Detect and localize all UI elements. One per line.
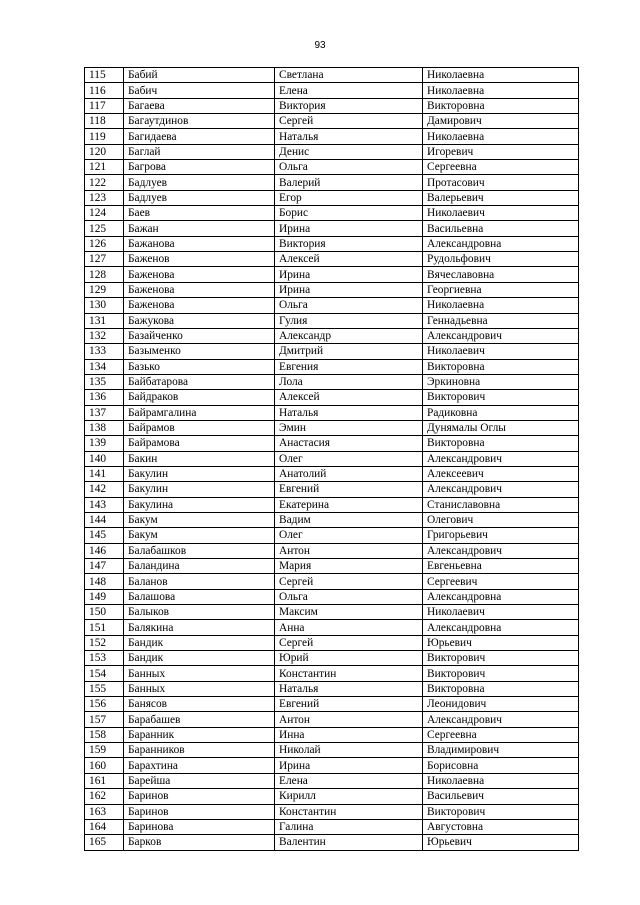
first-name-cell: Валентин bbox=[275, 835, 423, 850]
last-name-cell: Багаутдинов bbox=[124, 114, 275, 129]
row-number-cell: 131 bbox=[85, 313, 124, 328]
table-row bbox=[85, 98, 579, 113]
row-number-cell: 149 bbox=[85, 589, 124, 604]
table-row bbox=[85, 543, 579, 558]
first-name-cell: Сергей bbox=[275, 635, 423, 650]
patronymic-cell: Валерьевич bbox=[423, 190, 579, 205]
roster-table bbox=[84, 67, 579, 851]
patronymic-cell: Николаевна bbox=[423, 298, 579, 313]
table-row bbox=[85, 252, 579, 267]
first-name-cell: Виктория bbox=[275, 98, 423, 113]
first-name-cell: Дмитрий bbox=[275, 344, 423, 359]
row-number-cell: 146 bbox=[85, 543, 124, 558]
roster-table-body bbox=[85, 68, 579, 851]
row-number-cell: 145 bbox=[85, 528, 124, 543]
patronymic-cell: Васильевна bbox=[423, 221, 579, 236]
first-name-cell: Гулия bbox=[275, 313, 423, 328]
patronymic-cell: Рудольфович bbox=[423, 252, 579, 267]
first-name-cell: Константин bbox=[275, 804, 423, 819]
last-name-cell: Бандик bbox=[124, 635, 275, 650]
table-row bbox=[85, 68, 579, 83]
table-row bbox=[85, 727, 579, 742]
row-number-cell: 132 bbox=[85, 328, 124, 343]
row-number-cell: 162 bbox=[85, 789, 124, 804]
first-name-cell: Елена bbox=[275, 83, 423, 98]
patronymic-cell: Сергеевна bbox=[423, 160, 579, 175]
first-name-cell: Олег bbox=[275, 528, 423, 543]
table-row bbox=[85, 712, 579, 727]
row-number-cell: 138 bbox=[85, 420, 124, 435]
table-row bbox=[85, 390, 579, 405]
first-name-cell: Максим bbox=[275, 605, 423, 620]
first-name-cell: Борис bbox=[275, 206, 423, 221]
last-name-cell: Баженова bbox=[124, 282, 275, 297]
row-number-cell: 150 bbox=[85, 605, 124, 620]
table-row bbox=[85, 83, 579, 98]
row-number-cell: 144 bbox=[85, 512, 124, 527]
table-row bbox=[85, 482, 579, 497]
first-name-cell: Евгения bbox=[275, 359, 423, 374]
table-row bbox=[85, 835, 579, 850]
patronymic-cell: Александрович bbox=[423, 451, 579, 466]
last-name-cell: Бандик bbox=[124, 651, 275, 666]
patronymic-cell: Игоревич bbox=[423, 144, 579, 159]
table-row bbox=[85, 466, 579, 481]
table-row bbox=[85, 374, 579, 389]
last-name-cell: Балякина bbox=[124, 620, 275, 635]
table-row bbox=[85, 497, 579, 512]
patronymic-cell: Сергеевна bbox=[423, 727, 579, 742]
last-name-cell: Барков bbox=[124, 835, 275, 850]
row-number-cell: 155 bbox=[85, 681, 124, 696]
last-name-cell: Багрова bbox=[124, 160, 275, 175]
table-row bbox=[85, 144, 579, 159]
last-name-cell: Баланов bbox=[124, 574, 275, 589]
row-number-cell: 123 bbox=[85, 190, 124, 205]
patronymic-cell: Евгеньевна bbox=[423, 559, 579, 574]
first-name-cell: Наталья bbox=[275, 681, 423, 696]
table-row bbox=[85, 282, 579, 297]
last-name-cell: Банных bbox=[124, 666, 275, 681]
table-row bbox=[85, 313, 579, 328]
first-name-cell: Наталья bbox=[275, 405, 423, 420]
patronymic-cell: Викторович bbox=[423, 666, 579, 681]
last-name-cell: Баринова bbox=[124, 819, 275, 834]
first-name-cell: Наталья bbox=[275, 129, 423, 144]
table-row bbox=[85, 206, 579, 221]
last-name-cell: Банясов bbox=[124, 697, 275, 712]
first-name-cell: Анна bbox=[275, 620, 423, 635]
first-name-cell: Антон bbox=[275, 712, 423, 727]
first-name-cell: Ирина bbox=[275, 221, 423, 236]
patronymic-cell: Сергеевич bbox=[423, 574, 579, 589]
row-number-cell: 152 bbox=[85, 635, 124, 650]
last-name-cell: Бакулина bbox=[124, 497, 275, 512]
row-number-cell: 122 bbox=[85, 175, 124, 190]
row-number-cell: 133 bbox=[85, 344, 124, 359]
row-number-cell: 115 bbox=[85, 68, 124, 83]
row-number-cell: 128 bbox=[85, 267, 124, 282]
first-name-cell: Сергей bbox=[275, 574, 423, 589]
patronymic-cell: Николаевна bbox=[423, 68, 579, 83]
table-row bbox=[85, 512, 579, 527]
row-number-cell: 139 bbox=[85, 436, 124, 451]
row-number-cell: 126 bbox=[85, 236, 124, 251]
last-name-cell: Барабашев bbox=[124, 712, 275, 727]
patronymic-cell: Александрович bbox=[423, 328, 579, 343]
first-name-cell: Сергей bbox=[275, 114, 423, 129]
row-number-cell: 161 bbox=[85, 773, 124, 788]
first-name-cell: Светлана bbox=[275, 68, 423, 83]
table-row bbox=[85, 758, 579, 773]
row-number-cell: 130 bbox=[85, 298, 124, 313]
last-name-cell: Балабашков bbox=[124, 543, 275, 558]
last-name-cell: Бажанова bbox=[124, 236, 275, 251]
row-number-cell: 129 bbox=[85, 282, 124, 297]
patronymic-cell: Александровна bbox=[423, 589, 579, 604]
table-row bbox=[85, 819, 579, 834]
last-name-cell: Баглай bbox=[124, 144, 275, 159]
last-name-cell: Багидаева bbox=[124, 129, 275, 144]
last-name-cell: Бабич bbox=[124, 83, 275, 98]
patronymic-cell: Дамирович bbox=[423, 114, 579, 129]
last-name-cell: Бакин bbox=[124, 451, 275, 466]
table-row bbox=[85, 160, 579, 175]
patronymic-cell: Викторович bbox=[423, 390, 579, 405]
page-number: 93 bbox=[314, 40, 326, 51]
last-name-cell: Байбатарова bbox=[124, 374, 275, 389]
table-row bbox=[85, 574, 579, 589]
row-number-cell: 143 bbox=[85, 497, 124, 512]
patronymic-cell: Николаевич bbox=[423, 206, 579, 221]
row-number-cell: 159 bbox=[85, 743, 124, 758]
table-row bbox=[85, 129, 579, 144]
table-row bbox=[85, 436, 579, 451]
first-name-cell: Егор bbox=[275, 190, 423, 205]
patronymic-cell: Александрович bbox=[423, 712, 579, 727]
last-name-cell: Бажукова bbox=[124, 313, 275, 328]
last-name-cell: Бабий bbox=[124, 68, 275, 83]
patronymic-cell: Александровна bbox=[423, 620, 579, 635]
row-number-cell: 127 bbox=[85, 252, 124, 267]
patronymic-cell: Борисовна bbox=[423, 758, 579, 773]
table-row bbox=[85, 221, 579, 236]
table-row bbox=[85, 344, 579, 359]
patronymic-cell: Николаевна bbox=[423, 129, 579, 144]
patronymic-cell: Александрович bbox=[423, 482, 579, 497]
first-name-cell: Алексей bbox=[275, 390, 423, 405]
row-number-cell: 125 bbox=[85, 221, 124, 236]
table-row bbox=[85, 804, 579, 819]
last-name-cell: Байрамова bbox=[124, 436, 275, 451]
first-name-cell: Елена bbox=[275, 773, 423, 788]
table-row bbox=[85, 528, 579, 543]
table-row bbox=[85, 651, 579, 666]
patronymic-cell: Викторовна bbox=[423, 98, 579, 113]
last-name-cell: Баранников bbox=[124, 743, 275, 758]
patronymic-cell: Николаевич bbox=[423, 344, 579, 359]
first-name-cell: Антон bbox=[275, 543, 423, 558]
first-name-cell: Анастасия bbox=[275, 436, 423, 451]
patronymic-cell: Протасович bbox=[423, 175, 579, 190]
last-name-cell: Базайченко bbox=[124, 328, 275, 343]
table-row bbox=[85, 298, 579, 313]
last-name-cell: Бакум bbox=[124, 528, 275, 543]
table-row bbox=[85, 267, 579, 282]
table-row bbox=[85, 635, 579, 650]
last-name-cell: Баженов bbox=[124, 252, 275, 267]
patronymic-cell: Леонидович bbox=[423, 697, 579, 712]
row-number-cell: 118 bbox=[85, 114, 124, 129]
first-name-cell: Александр bbox=[275, 328, 423, 343]
table-row bbox=[85, 697, 579, 712]
last-name-cell: Базыменко bbox=[124, 344, 275, 359]
row-number-cell: 164 bbox=[85, 819, 124, 834]
row-number-cell: 148 bbox=[85, 574, 124, 589]
table-row bbox=[85, 114, 579, 129]
patronymic-cell: Александрович bbox=[423, 543, 579, 558]
last-name-cell: Баранник bbox=[124, 727, 275, 742]
patronymic-cell: Георгиевна bbox=[423, 282, 579, 297]
last-name-cell: Баландина bbox=[124, 559, 275, 574]
patronymic-cell: Николаевна bbox=[423, 83, 579, 98]
first-name-cell: Лола bbox=[275, 374, 423, 389]
last-name-cell: Барейша bbox=[124, 773, 275, 788]
first-name-cell: Константин bbox=[275, 666, 423, 681]
last-name-cell: Бакулин bbox=[124, 466, 275, 481]
last-name-cell: Бадлуев bbox=[124, 175, 275, 190]
last-name-cell: Бажан bbox=[124, 221, 275, 236]
row-number-cell: 165 bbox=[85, 835, 124, 850]
last-name-cell: Баринов bbox=[124, 804, 275, 819]
table-row bbox=[85, 605, 579, 620]
patronymic-cell: Николаевич bbox=[423, 605, 579, 620]
last-name-cell: Багаева bbox=[124, 98, 275, 113]
last-name-cell: Бадлуев bbox=[124, 190, 275, 205]
first-name-cell: Екатерина bbox=[275, 497, 423, 512]
first-name-cell: Ольга bbox=[275, 160, 423, 175]
row-number-cell: 136 bbox=[85, 390, 124, 405]
table-row bbox=[85, 328, 579, 343]
first-name-cell: Виктория bbox=[275, 236, 423, 251]
patronymic-cell: Викторовна bbox=[423, 436, 579, 451]
patronymic-cell: Владимирович bbox=[423, 743, 579, 758]
table-row bbox=[85, 789, 579, 804]
table-row bbox=[85, 620, 579, 635]
patronymic-cell: Эркиновна bbox=[423, 374, 579, 389]
patronymic-cell: Викторовна bbox=[423, 359, 579, 374]
last-name-cell: Барахтина bbox=[124, 758, 275, 773]
last-name-cell: Бакум bbox=[124, 512, 275, 527]
first-name-cell: Ольга bbox=[275, 298, 423, 313]
row-number-cell: 163 bbox=[85, 804, 124, 819]
row-number-cell: 117 bbox=[85, 98, 124, 113]
first-name-cell: Галина bbox=[275, 819, 423, 834]
patronymic-cell: Станиславовна bbox=[423, 497, 579, 512]
patronymic-cell: Викторович bbox=[423, 804, 579, 819]
patronymic-cell: Николаевна bbox=[423, 773, 579, 788]
patronymic-cell: Юрьевич bbox=[423, 835, 579, 850]
first-name-cell: Эмин bbox=[275, 420, 423, 435]
patronymic-cell: Васильевич bbox=[423, 789, 579, 804]
first-name-cell: Кирилл bbox=[275, 789, 423, 804]
last-name-cell: Базько bbox=[124, 359, 275, 374]
patronymic-cell: Вячеславовна bbox=[423, 267, 579, 282]
patronymic-cell: Викторович bbox=[423, 651, 579, 666]
patronymic-cell: Григорьевич bbox=[423, 528, 579, 543]
last-name-cell: Балыков bbox=[124, 605, 275, 620]
last-name-cell: Баринов bbox=[124, 789, 275, 804]
row-number-cell: 147 bbox=[85, 559, 124, 574]
table-row bbox=[85, 175, 579, 190]
first-name-cell: Алексей bbox=[275, 252, 423, 267]
row-number-cell: 158 bbox=[85, 727, 124, 742]
first-name-cell: Мария bbox=[275, 559, 423, 574]
table-row bbox=[85, 451, 579, 466]
patronymic-cell: Геннадьевна bbox=[423, 313, 579, 328]
first-name-cell: Вадим bbox=[275, 512, 423, 527]
first-name-cell: Инна bbox=[275, 727, 423, 742]
first-name-cell: Юрий bbox=[275, 651, 423, 666]
table-row bbox=[85, 559, 579, 574]
table-row bbox=[85, 420, 579, 435]
row-number-cell: 157 bbox=[85, 712, 124, 727]
table-row bbox=[85, 359, 579, 374]
first-name-cell: Евгений bbox=[275, 482, 423, 497]
row-number-cell: 124 bbox=[85, 206, 124, 221]
first-name-cell: Ольга bbox=[275, 589, 423, 604]
row-number-cell: 121 bbox=[85, 160, 124, 175]
first-name-cell: Николай bbox=[275, 743, 423, 758]
patronymic-cell: Радиковна bbox=[423, 405, 579, 420]
table-row bbox=[85, 743, 579, 758]
row-number-cell: 154 bbox=[85, 666, 124, 681]
patronymic-cell: Юрьевич bbox=[423, 635, 579, 650]
row-number-cell: 140 bbox=[85, 451, 124, 466]
row-number-cell: 142 bbox=[85, 482, 124, 497]
last-name-cell: Банных bbox=[124, 681, 275, 696]
row-number-cell: 135 bbox=[85, 374, 124, 389]
first-name-cell: Денис bbox=[275, 144, 423, 159]
row-number-cell: 116 bbox=[85, 83, 124, 98]
last-name-cell: Байрамов bbox=[124, 420, 275, 435]
last-name-cell: Баженова bbox=[124, 267, 275, 282]
table-row bbox=[85, 236, 579, 251]
row-number-cell: 160 bbox=[85, 758, 124, 773]
first-name-cell: Валерий bbox=[275, 175, 423, 190]
patronymic-cell: Олегович bbox=[423, 512, 579, 527]
last-name-cell: Байдраков bbox=[124, 390, 275, 405]
patronymic-cell: Алексеевич bbox=[423, 466, 579, 481]
first-name-cell: Ирина bbox=[275, 267, 423, 282]
last-name-cell: Балашова bbox=[124, 589, 275, 604]
row-number-cell: 156 bbox=[85, 697, 124, 712]
last-name-cell: Байрамгалина bbox=[124, 405, 275, 420]
patronymic-cell: Августовна bbox=[423, 819, 579, 834]
row-number-cell: 141 bbox=[85, 466, 124, 481]
patronymic-cell: Александровна bbox=[423, 236, 579, 251]
last-name-cell: Баженова bbox=[124, 298, 275, 313]
table-row bbox=[85, 190, 579, 205]
first-name-cell: Анатолий bbox=[275, 466, 423, 481]
first-name-cell: Евгений bbox=[275, 697, 423, 712]
table-row bbox=[85, 405, 579, 420]
row-number-cell: 151 bbox=[85, 620, 124, 635]
row-number-cell: 120 bbox=[85, 144, 124, 159]
table-row bbox=[85, 666, 579, 681]
last-name-cell: Баев bbox=[124, 206, 275, 221]
table-row bbox=[85, 681, 579, 696]
row-number-cell: 119 bbox=[85, 129, 124, 144]
first-name-cell: Ирина bbox=[275, 758, 423, 773]
first-name-cell: Ирина bbox=[275, 282, 423, 297]
table-row bbox=[85, 773, 579, 788]
row-number-cell: 153 bbox=[85, 651, 124, 666]
first-name-cell: Олег bbox=[275, 451, 423, 466]
table-row bbox=[85, 589, 579, 604]
patronymic-cell: Дунямалы Оглы bbox=[423, 420, 579, 435]
row-number-cell: 134 bbox=[85, 359, 124, 374]
row-number-cell: 137 bbox=[85, 405, 124, 420]
patronymic-cell: Викторовна bbox=[423, 681, 579, 696]
last-name-cell: Бакулин bbox=[124, 482, 275, 497]
